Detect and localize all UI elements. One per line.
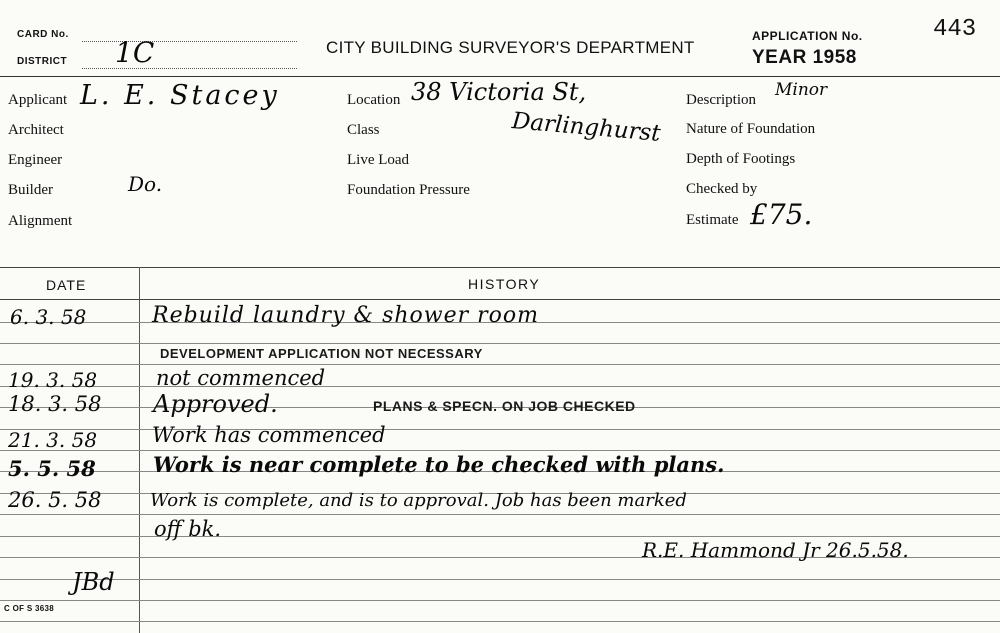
entry-date: 6. 3. 58 [10,305,87,329]
alignment-label: Alignment [8,213,73,229]
location-label: Location [347,92,401,108]
card-no-label: CARD No. [17,29,69,40]
department-title: CITY BUILDING SURVEYOR'S DEPARTMENT [326,38,695,57]
entry-date: 26. 5. 58 [8,488,102,512]
builder-value: Do. [128,172,163,196]
entry-date: 18. 3. 58 [8,392,102,416]
class-label: Class [347,122,380,138]
application-number: 443 [933,16,977,43]
entry-text: off bk. [154,517,222,541]
entry-text: Work is complete, and is to approval. Job has been marked [150,490,687,511]
history-header: HISTORY [468,276,541,292]
class-value: Darlinghurst [510,108,662,147]
entry-text: Work is near complete to be checked with plans. [153,452,725,477]
nature-of-foundation-label: Nature of Foundation [686,121,816,137]
applicant-value: L. E. Stacey [80,80,280,111]
date-header: DATE [46,277,87,293]
signature: R.E. Hammond Jr 26.5.58. [642,538,909,562]
engineer-label: Engineer [8,152,63,168]
builder-label: Builder [8,182,53,198]
entry-date: 19. 3. 58 [8,368,98,392]
live-load-label: Live Load [347,152,410,168]
description-label: Description [686,92,756,108]
table-top-border [0,267,1000,268]
entry-stamp: DEVELOPMENT APPLICATION NOT NECESSARY [160,346,483,361]
header-divider [0,76,1000,77]
foundation-pressure-label: Foundation Pressure [347,182,470,198]
entry-date: 5. 5. 58 [8,456,96,481]
entry-text: Work has commenced [152,423,386,447]
header-row-border [0,299,1000,300]
year-label: YEAR 1958 [752,47,857,68]
entry-text: Rebuild laundry & shower room [152,303,540,328]
location-value: 38 Victoria St, [411,78,587,106]
depth-of-footings-label: Depth of Footings [686,151,796,167]
entry-text: not commenced [156,366,326,390]
estimate-value: £75. [750,198,813,231]
checked-by-label: Checked by [686,181,758,197]
entry-text: Approved. [153,390,278,418]
architect-label: Architect [8,122,64,138]
district-value: 1C [115,36,155,69]
description-value: Minor [775,80,828,100]
application-no-label: APPLICATION No. [752,29,863,43]
entry-stamp: PLANS & SPECN. ON JOB CHECKED [373,398,636,414]
entry-date: 21. 3. 58 [8,428,98,452]
estimate-label: Estimate [686,212,739,228]
applicant-label: Applicant [8,92,68,108]
district-label: DISTRICT [17,56,68,67]
form-code: C OF S 3638 [4,604,54,613]
initials: JBd [72,568,115,596]
